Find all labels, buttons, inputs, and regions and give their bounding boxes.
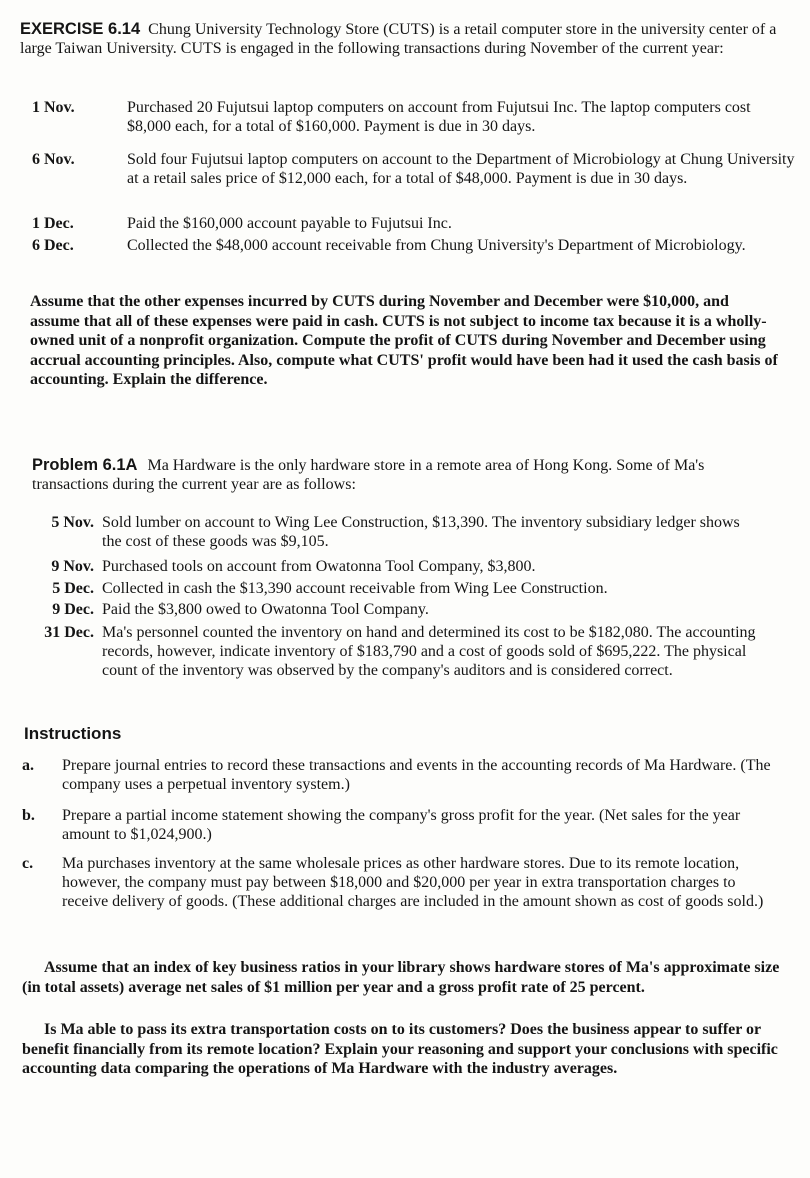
exercise-transaction — [32, 214, 792, 234]
problem-intro — [32, 456, 780, 494]
exercise-intro — [20, 20, 780, 58]
transaction-date: 6 Dec. — [32, 237, 74, 254]
transaction-text: Paid the $160,000 account payable to Fujutsui Inc. — [127, 215, 452, 232]
instruction-letter: c. — [22, 855, 34, 872]
transaction-date: 6 Nov. — [32, 151, 75, 168]
problem-transaction — [24, 557, 780, 577]
transaction-text: Sold four Fujutsui laptop computers on account to the Department of Microbiology at Chung University at a retail sales price of $12,000 each, for a total of $48,000. Payment is due in 30 days. — [127, 151, 795, 187]
problem-transaction — [24, 600, 780, 620]
instruction-item — [22, 854, 782, 934]
instruction-text: Prepare journal entries to record these transactions and events in the accounting records of Ma Hardware. (The company uses a perpetual inventory system.) — [62, 757, 771, 793]
transaction-text: Collected in cash the $13,390 account receivable from Wing Lee Construction. — [102, 580, 608, 597]
transaction-date: 9 Nov. — [51, 558, 94, 575]
instruction-item — [22, 806, 782, 846]
problem-transaction — [24, 623, 780, 703]
transaction-text: Purchased tools on account from Owatonna Tool Company, $3,800. — [102, 558, 536, 575]
problem-transaction — [24, 579, 780, 599]
question-paragraph: Is Ma able to pass its extra transportation costs on to its customers? Does the business appear to suffer or benefit financially from its remote location? Explain your reasoning and support your conclusions with specific accounting data comparing the operations of Ma Hardware with the industry averages. — [22, 1021, 778, 1077]
exercise-transaction — [32, 150, 795, 210]
exercise-transaction — [32, 98, 792, 138]
instruction-letter: b. — [22, 807, 35, 824]
instruction-letter: a. — [22, 757, 34, 774]
transaction-text: Paid the $3,800 owed to Owatonna Tool Company. — [102, 601, 429, 618]
transaction-date: 5 Nov. — [51, 514, 94, 531]
transaction-text: Ma's personnel counted the inventory on hand and determined its cost to be $182,080. The accounting records, however, indicate inventory of $183,790 and a cost of goods sold of $695,222. The physical count of the inventory was observed by the company's auditors and is considered correct. — [102, 624, 756, 679]
transaction-date: 31 Dec. — [44, 624, 94, 641]
exercise-closing-paragraph: Assume that the other expenses incurred by CUTS during November and December were $10,000, and assume that all of these expenses were paid in cash. CUTS is not subject to income tax because it is a wholly-owned unit of a nonprofit organization. Compute the profit of CUTS during November and December using accrual accounting principles. Also, compute what CUTS' profit would have been had it used the cash basis of accounting. Explain the difference. — [30, 293, 778, 388]
instructions-heading: Instructions — [24, 724, 122, 743]
instruction-text: Ma purchases inventory at the same wholesale prices as other hardware stores. Due to its remote location, however, the company must pay between $18,000 and $20,000 per year in extra transportation charges to receive delivery of goods. (These additional charges are included in the amount shown as cost of goods sold.) — [62, 855, 764, 910]
problem-number: Problem 6.1A — [32, 456, 138, 474]
instruction-item — [22, 756, 782, 796]
transaction-date: 1 Dec. — [32, 215, 74, 232]
transaction-date: 1 Nov. — [32, 99, 75, 116]
exercise-intro-text: Chung University Technology Store (CUTS) is a retail computer store in the university center of a large Taiwan University. CUTS is engaged in the following transactions during November of the current year: — [20, 21, 777, 57]
transaction-date: 9 Dec. — [52, 601, 94, 618]
exercise-number: EXERCISE 6.14 — [20, 20, 141, 38]
transaction-text: Sold lumber on account to Wing Lee Construction, $13,390. The inventory subsidiary ledger shows the cost of these goods was $9,105. — [102, 514, 740, 550]
problem-transaction — [24, 513, 780, 553]
ratio-assumption-paragraph: Assume that an index of key business ratios in your library shows hardware stores of Ma's approximate size (in total assets) average net sales of $1 million per year and a gross profit rate of 25 percent. — [22, 959, 780, 996]
instruction-text: Prepare a partial income statement showing the company's gross profit for the year. (Net sales for the year amount to $1,024,900.) — [62, 807, 741, 843]
transaction-text: Collected the $48,000 account receivable from Chung University's Department of Microbiology. — [127, 237, 746, 254]
transaction-date: 5 Dec. — [52, 580, 94, 597]
transaction-text: Purchased 20 Fujutsui laptop computers on account from Fujutsui Inc. The laptop computers cost $8,000 each, for a total of $160,000. Payment is due in 30 days. — [127, 99, 751, 135]
exercise-transaction — [32, 236, 792, 276]
problem-intro-text: Ma Hardware is the only hardware store in a remote area of Hong Kong. Some of Ma's transactions during the current year are as follows: — [32, 457, 705, 493]
